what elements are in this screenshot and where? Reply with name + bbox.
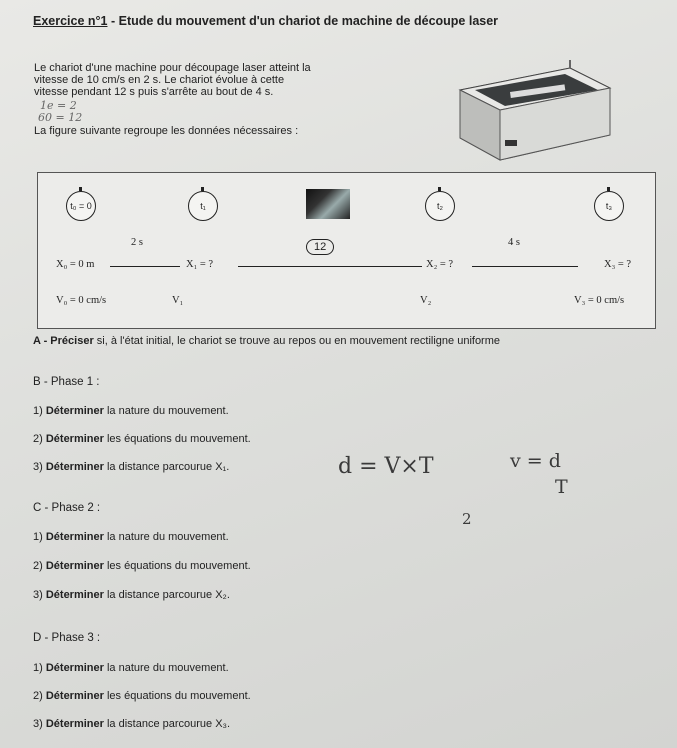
intro-line-2: vitesse de 10 cm/s en 2 s. Le chariot évolue à cette [34,74,285,86]
clock-label-t1: t₁ [200,201,206,211]
stopwatch-icon [594,191,624,221]
question-number: 2) [33,690,43,702]
question-text: la nature du mouvement. [103,531,229,543]
question-a-verb: A - Préciser [33,335,94,347]
segment-phase-3 [472,266,578,267]
section-d-heading: D - Phase 3 : [33,632,101,644]
duration-phase-2: 12 [306,239,334,255]
question-d1 [33,662,229,674]
laser-head-photo [306,189,350,219]
handwritten-formula-1: d = V×T [338,454,434,479]
velocity-v3: V₃ = 0 cm/s [574,295,625,306]
question-verb: Déterminer [45,531,104,543]
question-text: les équations du mouvement. [103,560,251,572]
clock-label-t3: t₃ [605,201,613,211]
question-c3 [33,589,230,601]
question-verb: Déterminer [45,405,104,417]
section-b-heading: B - Phase 1 : [33,376,100,388]
intro-line-3: vitesse pendant 12 s puis s'arrête au bout de 4 s. [34,86,274,98]
question-b3 [33,461,229,473]
question-text: la distance parcourue X₁. [103,461,230,473]
duration-phase-3: 4 s [508,237,520,248]
question-number: 1) [33,531,43,543]
position-x3: X₃ = ? [604,259,632,270]
handwritten-note-1: 1e = 2 [40,99,77,112]
exercise-title [33,14,498,28]
intro-line-1: Le chariot d'une machine pour découpage laser atteint la [34,62,311,74]
laser-machine-image [450,60,615,165]
question-text: la nature du mouvement. [103,662,229,674]
handwritten-formula-3: T [555,476,568,498]
stopwatch-icon [66,191,96,221]
handwritten-note-2: 60 = 12 [38,111,83,124]
question-number: 2) [33,433,43,445]
velocity-v1: V₁ [172,295,184,306]
exercise-title-text: - Etude du mouvement d'un chariot de machine de découpe laser [107,14,499,28]
question-verb: Déterminer [45,589,104,601]
question-verb: Déterminer [45,560,104,572]
question-c1 [33,531,229,543]
handwritten-formula-2: v = d [510,450,561,472]
segment-phase-2 [238,266,422,267]
question-d2 [33,690,251,702]
question-verb: Déterminer [45,662,104,674]
section-c-heading: C - Phase 2 : [33,502,101,514]
stopwatch-icon [188,191,218,221]
question-a-text: si, à l'état initial, le chariot se trouve au repos ou en mouvement rectiligne uniforme [93,335,501,347]
segment-phase-1 [110,266,180,267]
position-x0: X₀ = 0 m [56,259,95,270]
question-number: 3) [33,589,43,601]
question-b1 [33,405,229,417]
question-a [33,335,500,347]
motion-diagram [37,172,656,329]
question-number: 3) [33,461,43,473]
question-verb: Déterminer [45,433,104,445]
question-number: 3) [33,718,43,730]
question-text: la distance parcourue X₂. [103,589,230,601]
position-x2: X₂ = ? [426,259,454,270]
question-text: la distance parcourue X₃. [103,718,231,730]
question-text: la nature du mouvement. [103,405,229,417]
question-d3 [33,718,230,730]
clock-label-t0: t₀ = 0 [70,201,92,211]
question-number: 1) [33,662,43,674]
question-number: 1) [33,405,43,417]
velocity-v0: V₀ = 0 cm/s [56,295,107,306]
question-c2 [33,560,251,572]
exercise-number: Exercice n°1 [33,14,108,28]
velocity-v2: V₂ [420,295,432,306]
question-text: les équations du mouvement. [103,690,251,702]
question-verb: Déterminer [45,718,104,730]
question-verb: Déterminer [45,690,104,702]
stopwatch-icon [425,191,455,221]
question-b2 [33,433,251,445]
question-number: 2) [33,560,43,572]
question-text: les équations du mouvement. [103,433,251,445]
question-verb: Déterminer [45,461,104,473]
intro-line-4: La figure suivante regroupe les données nécessaires : [34,125,299,137]
handwritten-mark: 2 [462,510,472,528]
clock-label-t2: t₂ [437,201,443,211]
intro-paragraph [34,62,311,137]
position-x1: X₁ = ? [186,259,214,270]
duration-phase-1: 2 s [131,237,143,248]
